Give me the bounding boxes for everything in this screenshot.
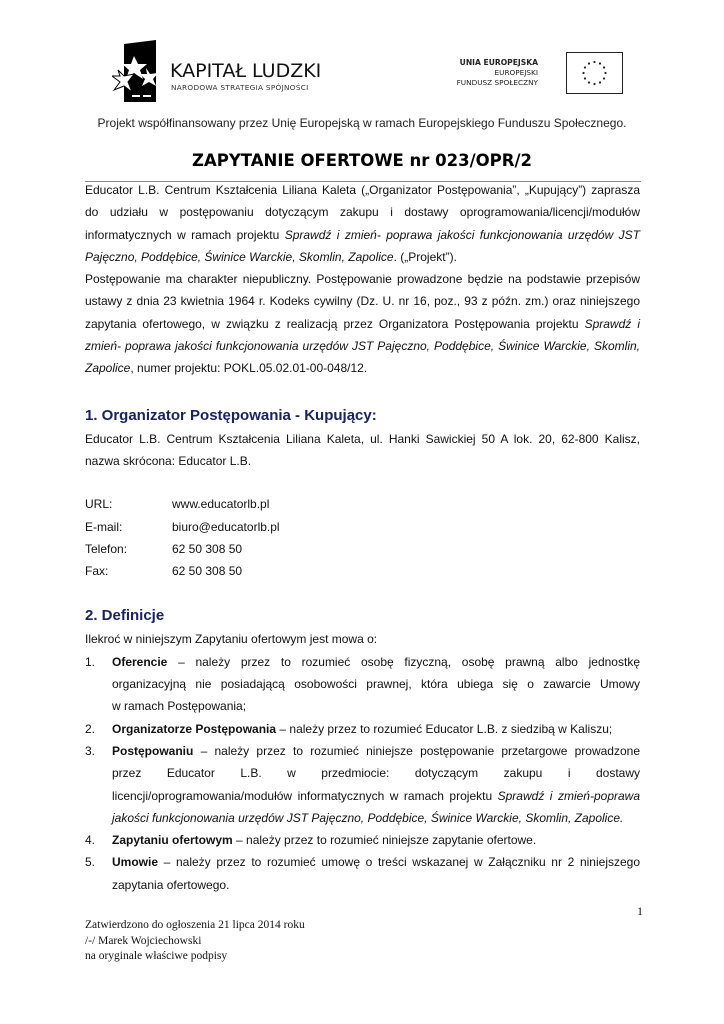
logo-title: KAPITAŁ LUDZKI [170, 60, 322, 82]
text-line [112, 740, 640, 762]
text: Postępowanie ma charakter niepubliczny. Postępowanie prowadzone będzie na podstawie przepisów [85, 272, 640, 287]
contact-value: biuro@educatorlb.pl [172, 519, 280, 534]
section-2-heading: 2. Definicje [85, 607, 165, 625]
text: – należy przez to rozumieć Educator L.B. z siedzibą w Kaliszu; [276, 721, 613, 736]
section-1-heading: 1. Organizator Postępowania - Kupujący: [85, 406, 377, 424]
text-line [85, 201, 640, 223]
footer-line3: na oryginale właściwe podpisy [85, 950, 228, 963]
item-body [112, 740, 640, 829]
text-line [85, 450, 640, 472]
contact-value: 62 50 308 50 [172, 541, 243, 556]
definition-item [85, 740, 640, 829]
text: – należy przez to rozumieć osobę fizyczną, osobę prawną albo jednostkę [167, 654, 640, 669]
text: ustawy z dnia 23 kwietnia 1964 r. Kodeks cywilny (Dz. U. nr 16, poz., 93 z późn. zm.) oraz niniejszego [85, 294, 640, 309]
contact-row [85, 560, 640, 582]
definitions-lead: Ilekroć w niniejszym Zapytaniu ofertowym jest mowa o: [85, 632, 378, 647]
item-number: 3. [85, 743, 96, 758]
text: przez Educator L.B. w przedmiocie: dotyczącym zakupu i dostawy [112, 766, 640, 781]
contact-row [85, 538, 640, 560]
intro-paragraphs [85, 179, 640, 380]
contact-value: www.educatorlb.pl [172, 497, 270, 512]
text: w ramach Postępowania; [112, 699, 247, 714]
contact-label: URL: [85, 497, 113, 512]
text-line [112, 851, 640, 873]
item-number: 1. [85, 654, 96, 669]
text: organizacyjną nie posiadającą osobowości prawnej, która ubiega się o zawarcie Umowy [112, 677, 640, 692]
text: zapytania ofertowego. [112, 877, 230, 892]
project-name: Sprawdź i zmień-poprawa [497, 788, 641, 803]
term: Umowie [112, 855, 159, 870]
term: Zapytaniu ofertowym [112, 833, 233, 848]
text-line [112, 695, 640, 717]
text-line [112, 718, 640, 740]
text-line [85, 357, 640, 379]
text: – należy przez to rozumieć niniejsze postępowanie przetargowe prowadzone [193, 743, 640, 758]
eu-line3: FUNDUSZ SPOŁECZNY [456, 78, 538, 87]
item-body [112, 829, 640, 851]
text-line [85, 335, 640, 357]
text: – należy przez to rozumieć umowę o treści wskazanej w Załączniku nr 2 niniejszego [158, 855, 640, 870]
text-line [85, 313, 640, 335]
project-name: Sprawdź i zmień- poprawa jakości funkcjonowania urzędów JST [284, 227, 640, 242]
project-name: jakości funkcjonowania urzędów JST Pajęczno, Poddębice, Świnice Warckie, Skomlin, Zapolice. [112, 810, 624, 825]
definition-item [85, 651, 640, 718]
text: Educator L.B. Centrum Kształcenia Liliana Kaleta, ul. Hanki Sawickiej 50 A lok. 20, 62-800 Kalisz, [85, 431, 640, 446]
footer-line2: /-/ Marek Wojciechowski [85, 934, 202, 947]
text: zapytania ofertowego, w związku z realizacją przez Organizatora Postępowania projektu [85, 316, 585, 331]
contact-value: 62 50 308 50 [172, 564, 243, 579]
contact-label: Telefon: [85, 541, 128, 556]
project-name: zmień- poprawa jakości funkcjonowania urzędów JST Pajęczno, Poddębice, Świnice Warckie, Skomlin, [85, 339, 640, 354]
text-line [85, 224, 640, 246]
text-line [85, 268, 640, 290]
cofinancing-note: Projekt współfinansowany przez Unię Europejską w ramach Europejskiego Funduszu Społecznego. [97, 116, 627, 130]
footer-line1: Zatwierdzono do ogłoszenia 21 lipca 2014 roku [85, 919, 305, 932]
footer [85, 918, 640, 965]
contact-label: E-mail: [85, 519, 123, 534]
text: do udziału w postępowaniu dotyczącym zakupu i dostawy oprogramowania/licencji/modułów [85, 205, 640, 220]
contact-row [85, 493, 640, 515]
definition-item [85, 829, 640, 851]
text-line [85, 428, 640, 450]
document-body [85, 0, 643, 1005]
text-line [112, 785, 640, 807]
contact-row [85, 516, 640, 538]
text-line [112, 673, 640, 695]
text-line [112, 651, 640, 673]
text: Educator L.B. Centrum Kształcenia Liliana Kaleta („Organizator Postępowania”, „Kupujący”) zaprasza [85, 183, 640, 197]
item-body [112, 851, 640, 896]
item-number: 2. [85, 721, 96, 736]
text: – należy przez to rozumieć niniejsze zapytanie ofertowe. [232, 833, 537, 848]
item-body [112, 718, 640, 740]
text-line [85, 246, 640, 268]
definition-item [85, 718, 640, 740]
text-line [85, 179, 640, 201]
definition-item [85, 851, 640, 896]
text: nazwa skrócona: Educator L.B. [85, 453, 252, 468]
text-line [112, 829, 640, 851]
item-number: 4. [85, 833, 96, 848]
project-name: Sprawdź i [584, 316, 640, 331]
project-name: Pajęczno, Poddębice, Świnice Warckie, Skomlin, Zapolice [85, 249, 394, 264]
text-line [112, 762, 640, 784]
item-number: 5. [85, 855, 96, 870]
document-title: ZAPYTANIE OFERTOWE nr 023/OPR/2 [192, 151, 532, 170]
text: . („Projekt”). [393, 249, 457, 264]
logo-subtitle: NARODOWA STRATEGIA SPÓJNOŚCI [171, 83, 309, 92]
eu-line2: EUROPEJSKI [494, 68, 538, 77]
text: informatycznych w ramach projektu [85, 227, 285, 242]
text-line [112, 807, 640, 829]
term: Oferencie [112, 654, 168, 669]
contact-list [85, 493, 640, 582]
text: licencji/oprogramowania/modułów informatycznych w ramach projektu [112, 788, 498, 803]
section-2 [85, 604, 640, 896]
project-name: Zapolice [85, 361, 131, 376]
contact-label: Fax: [85, 564, 109, 579]
item-body [112, 651, 640, 718]
section-1 [85, 404, 640, 583]
eu-line1: UNIA EUROPEJSKA [459, 58, 538, 67]
page-number: 1 [637, 904, 643, 919]
term: Organizatorze Postępowania [112, 721, 277, 736]
term: Postępowaniu [112, 743, 194, 758]
text-line [85, 290, 640, 312]
text: , numer projektu: POKL.05.02.01-00-048/12. [130, 361, 368, 376]
text-line [112, 874, 640, 896]
